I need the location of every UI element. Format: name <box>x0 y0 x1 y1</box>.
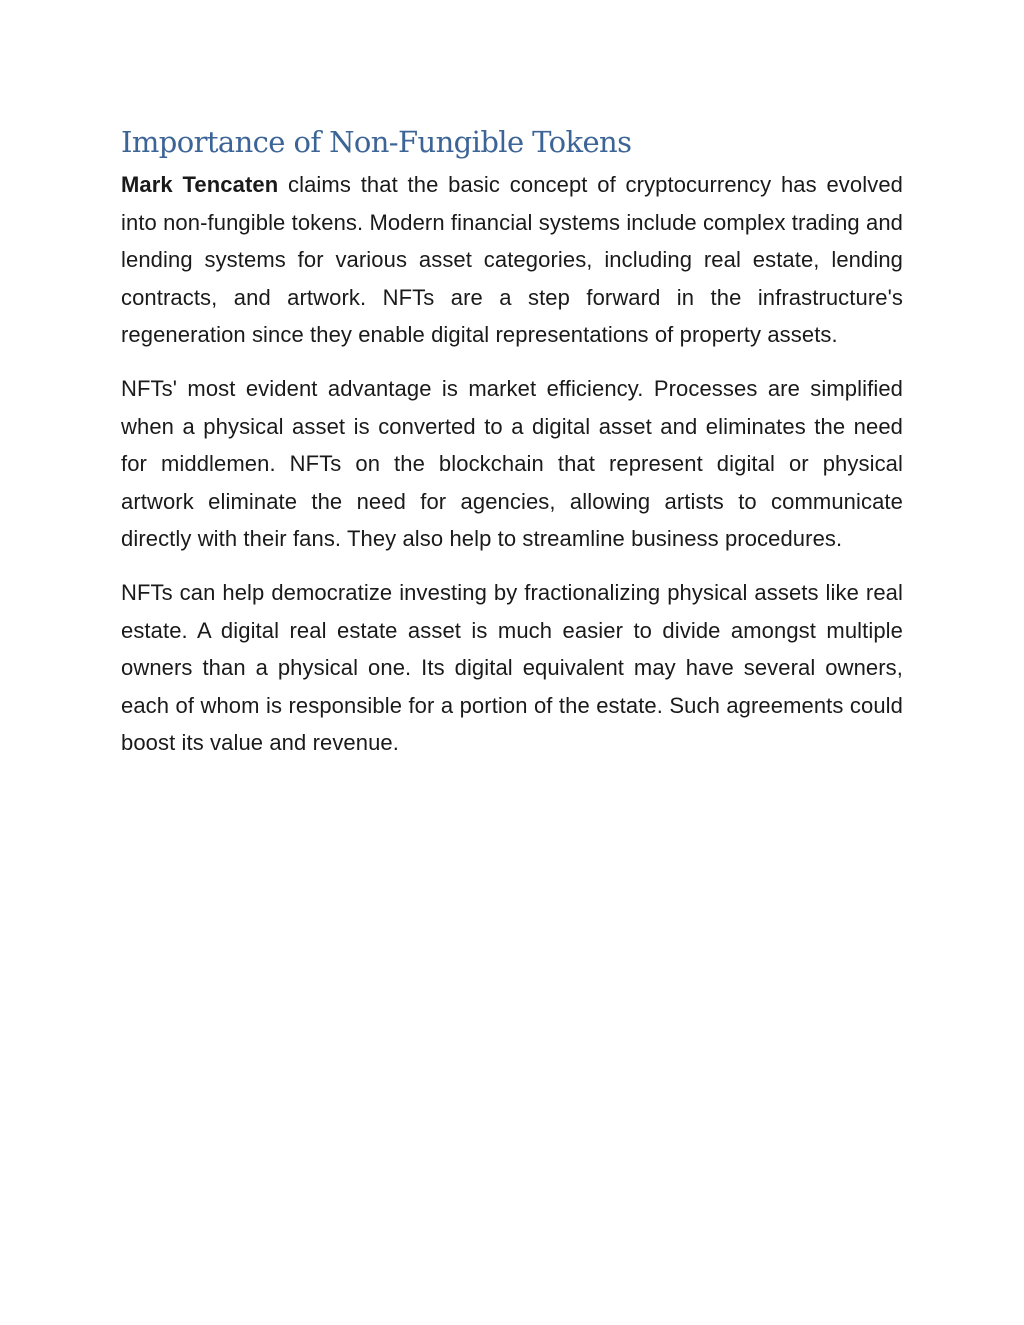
document-title: Importance of Non-Fungible Tokens <box>121 125 632 159</box>
author-name: Mark Tencaten <box>121 172 279 197</box>
document-page <box>121 118 903 778</box>
paragraph-3: NFTs can help democratize investing by fractionalizing physical assets like real estate. A digital real estate asset is much easier to divide amongst multiple owners than a physical one. Its digital equivalent may have several owners, each of whom is responsible for a portion of the estate. Such agreements could boost its value and revenue. <box>121 579 903 756</box>
paragraph-1-text: claims that the basic concept of cryptocurrency has evolved into non-fungible tokens. Modern financial systems include complex trading and lending systems for various asset categories, including real estate, lending contracts, and artwork. NFTs are a step forward in the infrastructure's regeneration since they enable digital representations of property assets. <box>121 172 903 348</box>
paragraph-2: NFTs' most evident advantage is market efficiency. Processes are simplified when a physical asset is converted to a digital asset and eliminates the need for middlemen. NFTs on the blockchain that represent digital or physical artwork eliminate the need for agencies, allowing artists to communicate directly with their fans. They also help to streamline business procedures. <box>121 375 903 552</box>
paragraph-1 <box>121 166 903 354</box>
